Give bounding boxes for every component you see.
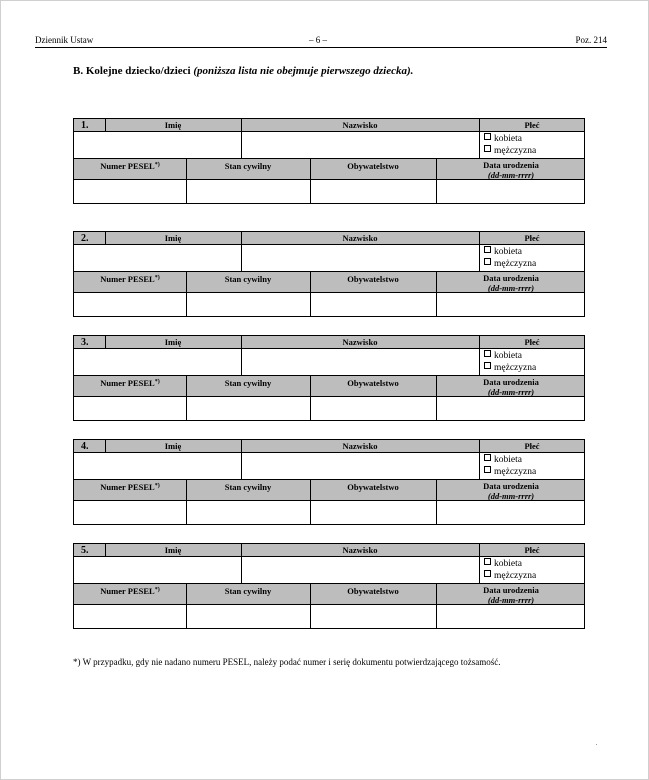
sex-header: Płeć — [524, 233, 540, 243]
name-input-row — [73, 132, 585, 158]
divider — [186, 180, 187, 203]
details-header-row — [73, 479, 585, 501]
sex-options — [484, 246, 536, 270]
citizenship-header: Obywatelstwo — [347, 274, 399, 284]
birth-date-label: Data urodzenia — [483, 160, 539, 170]
female-label: kobieta — [494, 134, 522, 144]
pesel-header — [74, 274, 186, 284]
details-header-row — [73, 583, 585, 605]
female-checkbox[interactable] — [484, 133, 491, 140]
marital-status-header: Stan cywilny — [224, 274, 272, 284]
divider — [241, 132, 242, 158]
birth-date-header — [436, 160, 586, 180]
female-option[interactable] — [484, 350, 536, 362]
divider — [436, 501, 437, 524]
female-option[interactable] — [484, 246, 536, 258]
last-name-header: Nazwisko — [342, 233, 378, 243]
citizenship-header: Obywatelstwo — [347, 586, 399, 596]
birth-date-header — [436, 481, 586, 501]
birth-date-format: (dd-mm-rrrr) — [487, 595, 535, 605]
divider — [310, 293, 311, 316]
sex-header: Płeć — [524, 441, 540, 451]
birth-date-format: (dd-mm-rrrr) — [487, 387, 535, 397]
name-header-row — [73, 543, 585, 557]
sex-options — [484, 454, 536, 478]
divider — [436, 293, 437, 316]
header-rule — [35, 47, 607, 48]
position-number: Poz. 214 — [575, 35, 607, 45]
page-dot — [596, 744, 597, 745]
divider — [186, 605, 187, 628]
details-input-row — [73, 397, 585, 421]
pesel-header — [74, 161, 186, 171]
marital-status-header: Stan cywilny — [224, 586, 272, 596]
divider — [310, 397, 311, 420]
marital-status-header: Stan cywilny — [224, 378, 272, 388]
pesel-header-label: Numer PESEL — [100, 586, 155, 596]
male-checkbox[interactable] — [484, 145, 491, 152]
divider — [241, 349, 242, 375]
child-block — [73, 543, 585, 629]
divider — [479, 453, 480, 479]
female-checkbox[interactable] — [484, 350, 491, 357]
male-label: mężczyzna — [494, 571, 537, 581]
details-header-row — [73, 375, 585, 397]
page-header — [35, 35, 607, 47]
divider — [186, 397, 187, 420]
pesel-header-label: Numer PESEL — [100, 482, 155, 492]
first-name-header: Imię — [164, 120, 182, 130]
female-label: kobieta — [494, 455, 522, 465]
male-label: mężczyzna — [494, 259, 537, 269]
birth-date-label: Data urodzenia — [483, 273, 539, 283]
citizenship-header: Obywatelstwo — [347, 378, 399, 388]
details-input-row — [73, 605, 585, 629]
divider — [436, 180, 437, 203]
marital-status-header: Stan cywilny — [224, 161, 272, 171]
section-title-main: B. Kolejne dziecko/dzieci — [73, 65, 194, 77]
divider — [479, 557, 480, 583]
last-name-header: Nazwisko — [342, 337, 378, 347]
child-number: 1. — [81, 120, 89, 131]
section-title — [73, 65, 413, 77]
child-number: 3. — [81, 337, 89, 348]
female-option[interactable] — [484, 454, 536, 466]
child-block — [73, 118, 585, 204]
birth-date-header — [436, 585, 586, 605]
female-label: kobieta — [494, 559, 522, 569]
male-option[interactable] — [484, 362, 536, 374]
details-header-row — [73, 158, 585, 180]
divider — [241, 557, 242, 583]
child-number: 2. — [81, 233, 89, 244]
pesel-header-label: Numer PESEL — [100, 378, 155, 388]
last-name-header: Nazwisko — [342, 441, 378, 451]
male-label: mężczyzna — [494, 467, 537, 477]
sex-options — [484, 350, 536, 374]
pesel-footnote-mark: *) — [154, 483, 160, 489]
birth-date-format: (dd-mm-rrrr) — [487, 491, 535, 501]
child-block — [73, 439, 585, 525]
female-option[interactable] — [484, 133, 536, 145]
sex-header: Płeć — [524, 120, 540, 130]
first-name-header: Imię — [164, 337, 182, 347]
birth-date-header — [436, 377, 586, 397]
journal-name: Dziennik Ustaw — [35, 35, 94, 45]
first-name-header: Imię — [164, 441, 182, 451]
pesel-header — [74, 482, 186, 492]
citizenship-header: Obywatelstwo — [347, 482, 399, 492]
divider — [479, 349, 480, 375]
details-input-row — [73, 501, 585, 525]
female-label: kobieta — [494, 351, 522, 361]
divider — [436, 605, 437, 628]
name-header-row — [73, 439, 585, 453]
divider — [479, 245, 480, 271]
divider — [310, 605, 311, 628]
last-name-header: Nazwisko — [342, 120, 378, 130]
pesel-footnote-mark: *) — [154, 275, 160, 281]
child-block — [73, 335, 585, 421]
birth-date-label: Data urodzenia — [483, 377, 539, 387]
male-label: mężczyzna — [494, 363, 537, 373]
section-title-note: (poniższa lista nie obejmuje pierwszego dziecka). — [193, 65, 414, 77]
pesel-footnote-mark: *) — [154, 587, 160, 593]
name-header-row — [73, 118, 585, 132]
child-number: 5. — [81, 545, 89, 556]
divider — [310, 501, 311, 524]
divider — [186, 501, 187, 524]
divider — [479, 132, 480, 158]
page-number: – 6 – — [309, 35, 327, 45]
details-input-row — [73, 293, 585, 317]
divider — [241, 453, 242, 479]
female-label: kobieta — [494, 247, 522, 257]
divider — [310, 180, 311, 203]
divider — [186, 293, 187, 316]
name-input-row — [73, 349, 585, 375]
pesel-header — [74, 586, 186, 596]
first-name-header: Imię — [164, 233, 182, 243]
birth-date-format: (dd-mm-rrrr) — [487, 283, 535, 293]
details-header-row — [73, 271, 585, 293]
name-input-row — [73, 245, 585, 271]
male-checkbox[interactable] — [484, 362, 491, 369]
male-checkbox[interactable] — [484, 570, 491, 577]
pesel-header — [74, 378, 186, 388]
male-option[interactable] — [484, 258, 536, 270]
male-option[interactable] — [484, 570, 536, 582]
birth-date-label: Data urodzenia — [483, 585, 539, 595]
female-checkbox[interactable] — [484, 246, 491, 253]
male-option[interactable] — [484, 145, 536, 157]
female-checkbox[interactable] — [484, 558, 491, 565]
sex-header: Płeć — [524, 545, 540, 555]
birth-date-format: (dd-mm-rrrr) — [487, 170, 535, 180]
child-block — [73, 231, 585, 317]
female-option[interactable] — [484, 558, 536, 570]
male-checkbox[interactable] — [484, 258, 491, 265]
sex-header: Płeć — [524, 337, 540, 347]
first-name-header: Imię — [164, 545, 182, 555]
name-header-row — [73, 335, 585, 349]
name-header-row — [73, 231, 585, 245]
divider — [436, 397, 437, 420]
name-input-row — [73, 453, 585, 479]
birth-date-label: Data urodzenia — [483, 481, 539, 491]
pesel-footnote-mark: *) — [154, 379, 160, 385]
female-checkbox[interactable] — [484, 454, 491, 461]
pesel-header-label: Numer PESEL — [100, 274, 155, 284]
male-checkbox[interactable] — [484, 466, 491, 473]
male-option[interactable] — [484, 466, 536, 478]
pesel-footnote-mark: *) — [154, 162, 160, 168]
male-label: mężczyzna — [494, 146, 537, 156]
citizenship-header: Obywatelstwo — [347, 161, 399, 171]
birth-date-header — [436, 273, 586, 293]
details-input-row — [73, 180, 585, 204]
sex-options — [484, 558, 536, 582]
pesel-header-label: Numer PESEL — [100, 161, 155, 171]
divider — [241, 245, 242, 271]
child-number: 4. — [81, 441, 89, 452]
footnote: *) W przypadku, gdy nie nadano numeru PESEL, należy podać numer i serię dokumentu potwierdzającego tożsamość. — [73, 657, 501, 667]
name-input-row — [73, 557, 585, 583]
sex-options — [484, 133, 536, 157]
last-name-header: Nazwisko — [342, 545, 378, 555]
marital-status-header: Stan cywilny — [224, 482, 272, 492]
